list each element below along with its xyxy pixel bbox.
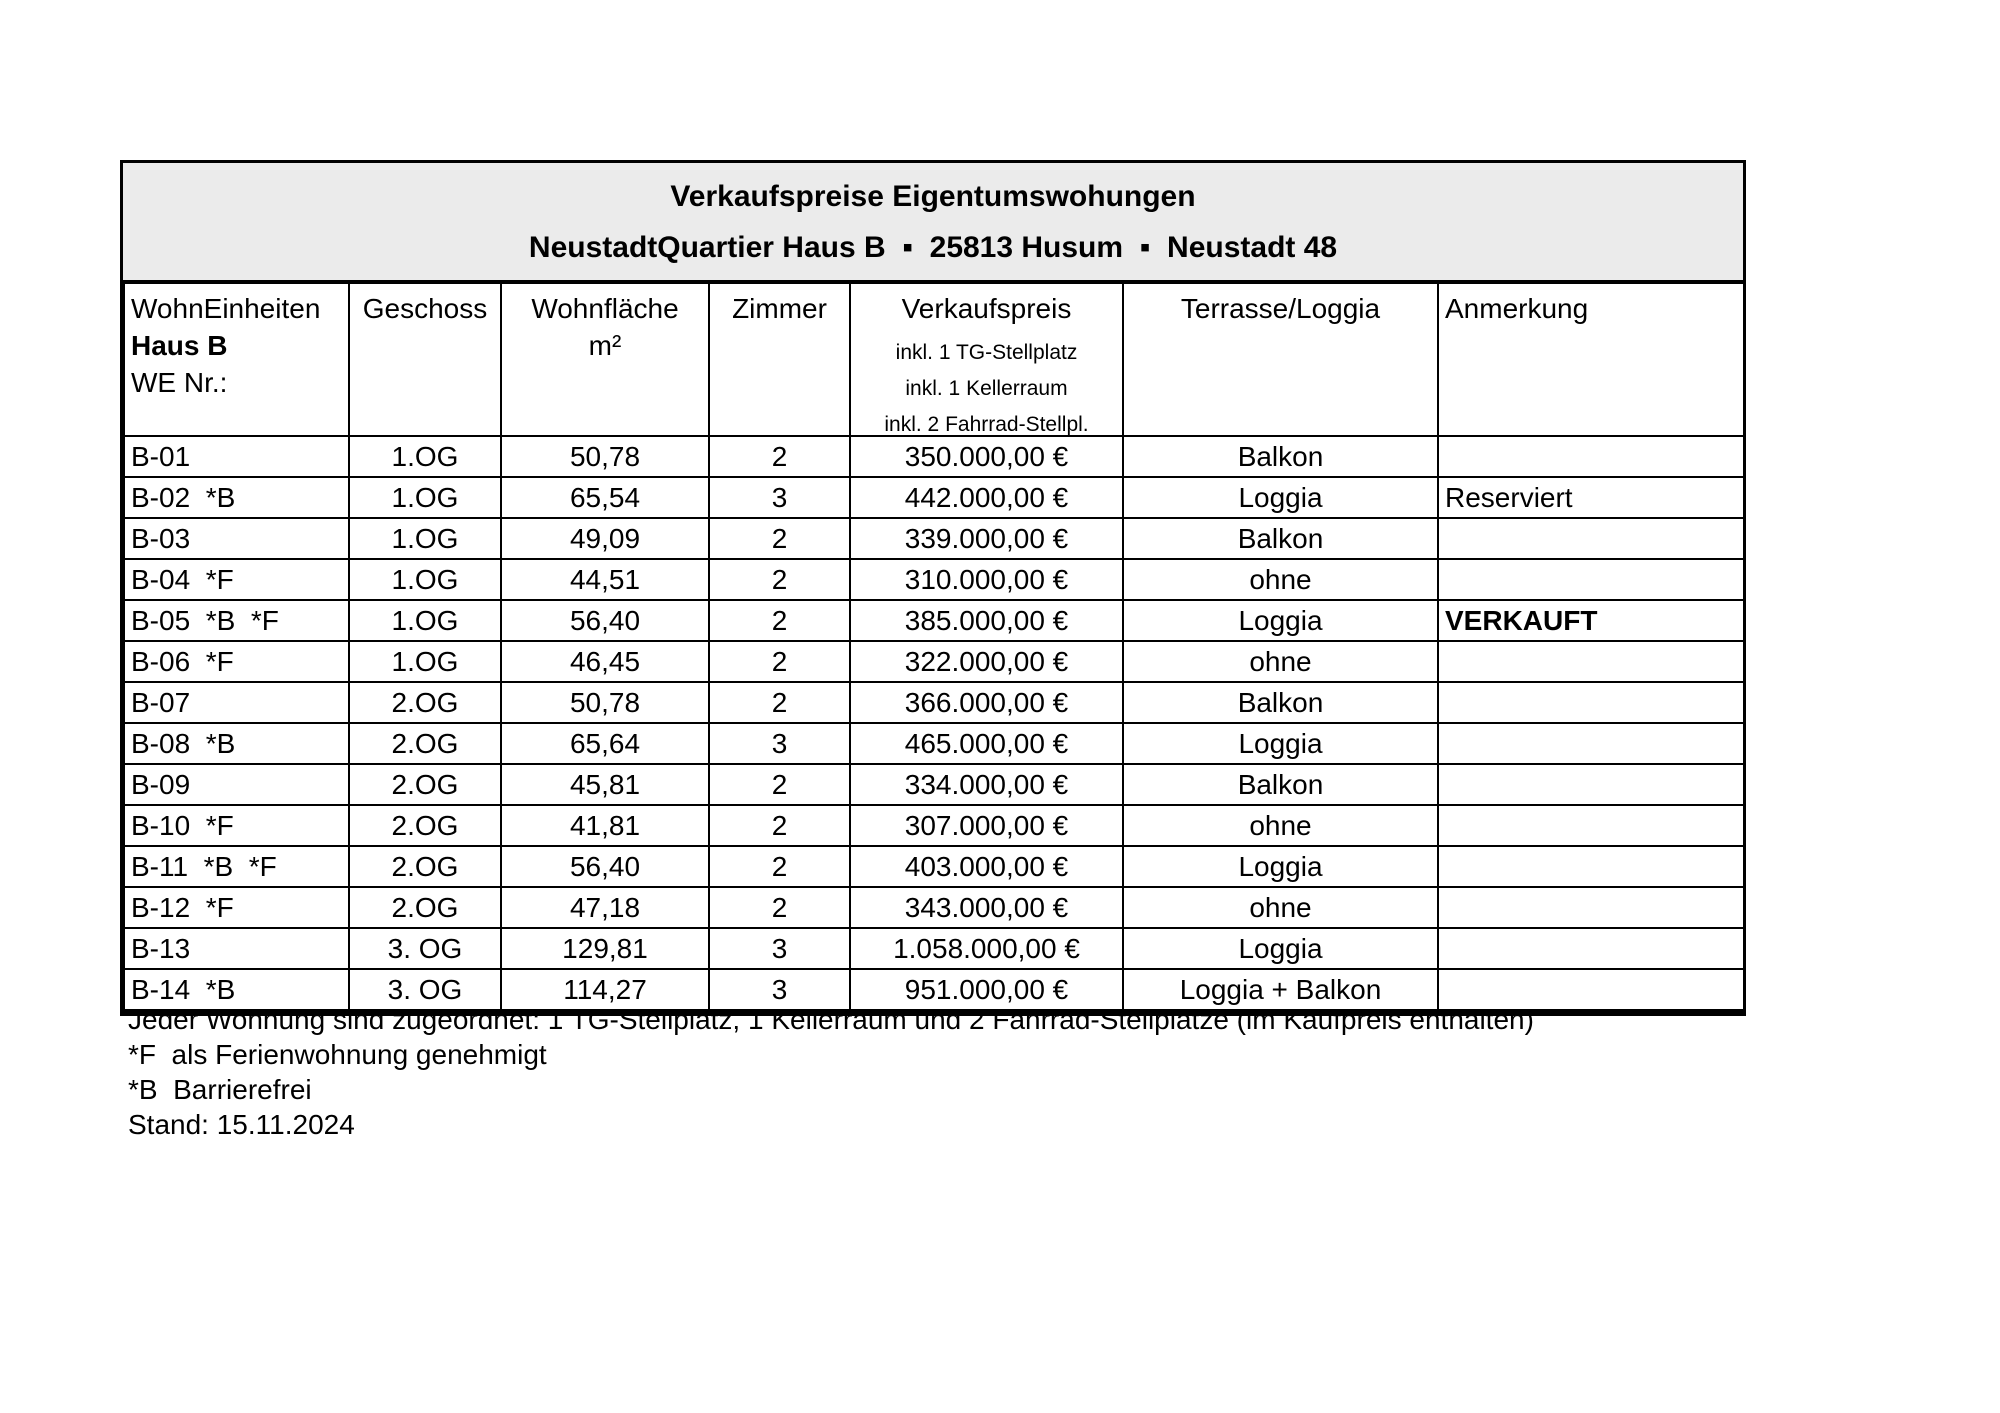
cell-terrasse-loggia: Loggia [1123, 600, 1438, 641]
cell-anmerkung: VERKAUFT [1438, 600, 1744, 641]
cell-zimmer: 2 [709, 436, 850, 477]
cell-we-nr: B-02 *B [124, 477, 349, 518]
cell-zimmer: 2 [709, 518, 850, 559]
header-wohneinheiten [124, 283, 349, 436]
cell-wohnflaeche: 45,81 [501, 764, 709, 805]
header-terrasse-loggia [1123, 283, 1438, 436]
table-row [124, 846, 1744, 887]
document-subtitle: NeustadtQuartier Haus B ▪ 25813 Husum ▪ Neustadt 48 [528, 231, 1338, 264]
table-row [124, 518, 1744, 559]
cell-wohnflaeche: 41,81 [501, 805, 709, 846]
cell-verkaufspreis: 1.058.000,00 € [850, 928, 1123, 969]
cell-verkaufspreis: 442.000,00 € [850, 477, 1123, 518]
cell-zimmer: 2 [709, 887, 850, 928]
footnote-stand-date: Stand: 15.11.2024 [128, 1109, 355, 1140]
cell-zimmer: 3 [709, 928, 850, 969]
header-zimmer-label: Zimmer [732, 293, 827, 324]
cell-verkaufspreis: 307.000,00 € [850, 805, 1123, 846]
table-row [124, 887, 1744, 928]
cell-wohnflaeche: 49,09 [501, 518, 709, 559]
cell-terrasse-loggia: Balkon [1123, 436, 1438, 477]
cell-terrasse-loggia: Balkon [1123, 518, 1438, 559]
cell-anmerkung [1438, 559, 1744, 600]
header-wohneinheiten-line2: Haus B [131, 330, 228, 361]
cell-zimmer: 3 [709, 969, 850, 1010]
cell-terrasse-loggia: Loggia [1123, 928, 1438, 969]
table-row [124, 805, 1744, 846]
cell-terrasse-loggia: ohne [1123, 805, 1438, 846]
cell-anmerkung [1438, 928, 1744, 969]
cell-wohnflaeche: 56,40 [501, 600, 709, 641]
cell-wohnflaeche: 114,27 [501, 969, 709, 1010]
cell-geschoss: 2.OG [349, 887, 501, 928]
cell-anmerkung [1438, 764, 1744, 805]
title-band [123, 163, 1743, 282]
cell-verkaufspreis: 403.000,00 € [850, 846, 1123, 887]
header-anmerkung-label: Anmerkung [1445, 293, 1589, 324]
cell-anmerkung [1438, 887, 1744, 928]
cell-terrasse-loggia: Loggia [1123, 477, 1438, 518]
cell-wohnflaeche: 129,81 [501, 928, 709, 969]
cell-zimmer: 2 [709, 805, 850, 846]
table-row [124, 764, 1744, 805]
footnote-allocation: Jeder Wohnung sind zugeordnet: 1 TG-Stellplatz, 1 Kellerraum und 2 Fahrrad-Stellplätze (im Kaufpreis enthalten) [128, 1004, 1534, 1035]
cell-terrasse-loggia: Balkon [1123, 764, 1438, 805]
cell-verkaufspreis: 322.000,00 € [850, 641, 1123, 682]
units-table [123, 282, 1745, 1011]
header-row [124, 283, 1744, 436]
cell-verkaufspreis: 350.000,00 € [850, 436, 1123, 477]
header-wohnflaeche-line1: Wohnfläche [531, 293, 679, 324]
cell-wohnflaeche: 56,40 [501, 846, 709, 887]
cell-geschoss: 1.OG [349, 477, 501, 518]
table-row [124, 682, 1744, 723]
cell-anmerkung [1438, 723, 1744, 764]
cell-anmerkung [1438, 436, 1744, 477]
cell-we-nr: B-04 *F [124, 559, 349, 600]
cell-we-nr: B-09 [124, 764, 349, 805]
table-row [124, 477, 1744, 518]
table-row [124, 723, 1744, 764]
cell-zimmer: 2 [709, 764, 850, 805]
cell-verkaufspreis: 310.000,00 € [850, 559, 1123, 600]
cell-we-nr: B-12 *F [124, 887, 349, 928]
header-terrasse-loggia-label: Terrasse/Loggia [1180, 293, 1381, 324]
cell-verkaufspreis: 339.000,00 € [850, 518, 1123, 559]
cell-wohnflaeche: 50,78 [501, 436, 709, 477]
cell-geschoss: 2.OG [349, 682, 501, 723]
cell-we-nr: B-06 *F [124, 641, 349, 682]
cell-we-nr: B-07 [124, 682, 349, 723]
cell-wohnflaeche: 65,64 [501, 723, 709, 764]
cell-verkaufspreis: 385.000,00 € [850, 600, 1123, 641]
cell-verkaufspreis: 465.000,00 € [850, 723, 1123, 764]
cell-geschoss: 2.OG [349, 764, 501, 805]
cell-anmerkung [1438, 518, 1744, 559]
document-title: Verkaufspreise Eigentumswohungen [670, 180, 1196, 213]
cell-geschoss: 1.OG [349, 436, 501, 477]
cell-wohnflaeche: 46,45 [501, 641, 709, 682]
cell-geschoss: 1.OG [349, 641, 501, 682]
table-row [124, 600, 1744, 641]
header-geschoss-label: Geschoss [362, 293, 488, 324]
cell-we-nr: B-13 [124, 928, 349, 969]
header-verkaufspreis [850, 283, 1123, 436]
table-row [124, 559, 1744, 600]
cell-verkaufspreis: 951.000,00 € [850, 969, 1123, 1010]
cell-geschoss: 2.OG [349, 805, 501, 846]
cell-zimmer: 2 [709, 600, 850, 641]
header-wohnflaeche-line2: m² [588, 330, 622, 361]
header-wohnflaeche [501, 283, 709, 436]
cell-anmerkung [1438, 805, 1744, 846]
cell-we-nr: B-08 *B [124, 723, 349, 764]
cell-wohnflaeche: 44,51 [501, 559, 709, 600]
header-incl-kellerraum: inkl. 1 Kellerraum [905, 377, 1068, 400]
cell-we-nr: B-14 *B [124, 969, 349, 1010]
cell-verkaufspreis: 366.000,00 € [850, 682, 1123, 723]
header-zimmer [709, 283, 850, 436]
cell-terrasse-loggia: Loggia [1123, 723, 1438, 764]
cell-we-nr: B-11 *B *F [124, 846, 349, 887]
header-wohneinheiten-line1: WohnEinheiten [131, 293, 321, 324]
cell-we-nr: B-05 *B *F [124, 600, 349, 641]
cell-geschoss: 3. OG [349, 969, 501, 1010]
cell-zimmer: 3 [709, 723, 850, 764]
cell-terrasse-loggia: Loggia [1123, 846, 1438, 887]
table-row [124, 928, 1744, 969]
cell-wohnflaeche: 50,78 [501, 682, 709, 723]
footnote-ferienwohnung: *F als Ferienwohnung genehmigt [128, 1039, 547, 1070]
footnote-barrierefrei: *B Barrierefrei [128, 1074, 312, 1105]
cell-terrasse-loggia: Loggia + Balkon [1123, 969, 1438, 1010]
cell-we-nr: B-03 [124, 518, 349, 559]
cell-we-nr: B-01 [124, 436, 349, 477]
cell-anmerkung [1438, 846, 1744, 887]
cell-geschoss: 1.OG [349, 600, 501, 641]
cell-geschoss: 2.OG [349, 723, 501, 764]
price-table [120, 160, 1746, 1016]
table-row [124, 641, 1744, 682]
cell-zimmer: 2 [709, 559, 850, 600]
header-verkaufspreis-label: Verkaufspreis [901, 293, 1072, 324]
cell-terrasse-loggia: Balkon [1123, 682, 1438, 723]
cell-wohnflaeche: 47,18 [501, 887, 709, 928]
cell-anmerkung [1438, 682, 1744, 723]
footnotes [128, 1002, 1828, 1142]
cell-zimmer: 3 [709, 477, 850, 518]
cell-geschoss: 3. OG [349, 928, 501, 969]
cell-geschoss: 2.OG [349, 846, 501, 887]
cell-terrasse-loggia: ohne [1123, 641, 1438, 682]
cell-geschoss: 1.OG [349, 518, 501, 559]
cell-zimmer: 2 [709, 846, 850, 887]
cell-we-nr: B-10 *F [124, 805, 349, 846]
cell-verkaufspreis: 334.000,00 € [850, 764, 1123, 805]
cell-zimmer: 2 [709, 641, 850, 682]
cell-zimmer: 2 [709, 682, 850, 723]
cell-terrasse-loggia: ohne [1123, 887, 1438, 928]
header-anmerkung [1438, 283, 1744, 436]
header-wohneinheiten-line3: WE Nr.: [131, 367, 228, 398]
header-incl-tg-stellplatz: inkl. 1 TG-Stellplatz [895, 341, 1078, 364]
cell-verkaufspreis: 343.000,00 € [850, 887, 1123, 928]
header-geschoss [349, 283, 501, 436]
cell-wohnflaeche: 65,54 [501, 477, 709, 518]
cell-anmerkung: Reserviert [1438, 477, 1744, 518]
cell-geschoss: 1.OG [349, 559, 501, 600]
cell-anmerkung [1438, 641, 1744, 682]
header-incl-fahrrad: inkl. 2 Fahrrad-Stellpl. [884, 413, 1089, 436]
cell-terrasse-loggia: ohne [1123, 559, 1438, 600]
table-row [124, 436, 1744, 477]
